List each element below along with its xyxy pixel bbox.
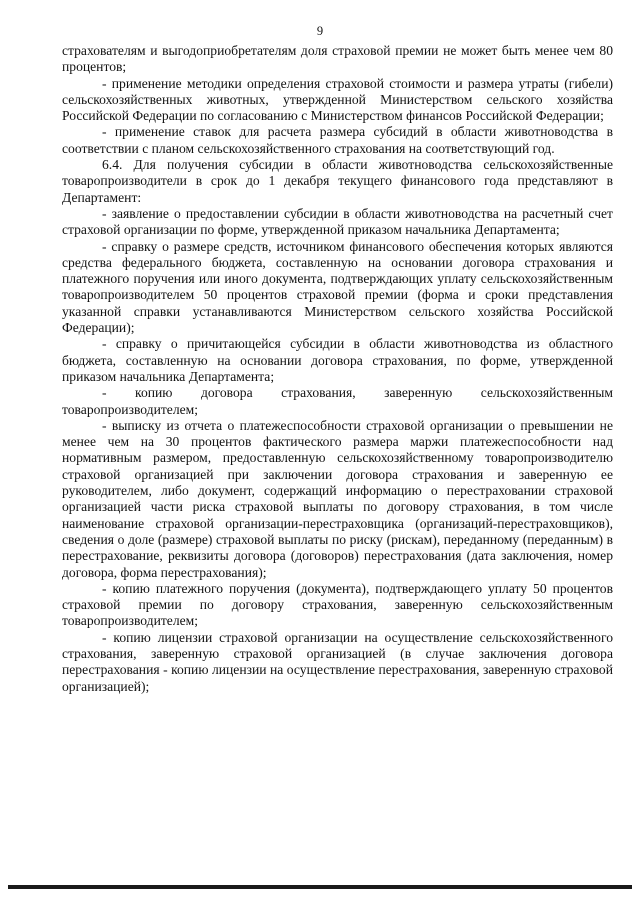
document-body — [62, 43, 613, 695]
list-item-regional-certificate: - справку о причитающейся субсидии в области животноводства из областного бюджета, составленную на основании договора страхования, по форме, утвержденной приказом начальника Департамента; — [62, 336, 613, 384]
section-6-4: 6.4. Для получения субсидии в области животноводства сельскохозяйственные товаропроизводители в срок до 1 декабря текущего финансового года представляют в Департамент: — [62, 157, 613, 205]
paragraph-continuation: страхователям и выгодоприобретателям доля страховой премии не может быть менее чем 80 процентов; — [62, 43, 613, 75]
list-item-federal-certificate: - справку о размере средств, источником финансового обеспечения которых являются средства федерального бюджета, составленную на основании договора страхования и платежного поручения или иного документа, подтверждающих уплату сельскохозяйственным товаропроизводителем 50 процентов страховой премии (форма и сроки представления указанной справки устанавливаются Министерством сельского хозяйства Российской Федерации); — [62, 238, 613, 336]
page-number: 9 — [316, 24, 324, 38]
list-item-application: - заявление о предоставлении субсидии в области животноводства на расчетный счет страховой организации по форме, утвержденной приказом начальника Департамента; — [62, 205, 613, 238]
list-item-methodology: - применение методики определения страховой стоимости и размера утраты (гибели) сельскохозяйственных животных, утвержденной Министерством сельского хозяйства Российской Федерации по согласованию с Министерством финансов Российской Федерации; — [62, 75, 613, 124]
list-item-license-copy: - копию лицензии страховой организации на осуществление сельскохозяйственного страхования, заверенную страховой организацией (в случае заключения договора перестрахования - копию лицензии на осуществление перестрахования, заверенную страховой организацией); — [62, 629, 613, 694]
list-item-rates: - применение ставок для расчета размера субсидий в области животноводства в соответствии с планом сельскохозяйственного страхования на соответствующий год. — [62, 124, 613, 156]
bottom-divider — [8, 885, 632, 889]
list-item-solvency-extract: - выписку из отчета о платежеспособности страховой организации о превышении не менее чем на 30 процентов фактического размера маржи платежеспособности над нормативным размером, предоставленную сельскохозяйственному товаропроизводителю страховой организацией при заключении договора страхования и заверенную ее руководителем, либо документ, содержащий информацию о перестраховании страховой организацией части риска страховой выплаты по договору страхования, в том числе наименование страховой организации-перестраховщика (организаций-перестраховщиков), сведения о доле (размере) страховой выплаты по риску (рискам), переданному (переданным) в перестрахование, реквизиты договора (договоров) перестрахования (дата заключения, номер договора, форма перестрахования); — [62, 417, 613, 580]
list-item-payment-order: - копию платежного поручения (документа), подтверждающего уплату 50 процентов страховой премии по договору страхования, заверенную сельскохозяйственным товаропроизводителем; — [62, 580, 613, 629]
list-item-contract-copy: - копию договора страхования, заверенную сельскохозяйственным товаропроизводителем; — [62, 385, 613, 417]
